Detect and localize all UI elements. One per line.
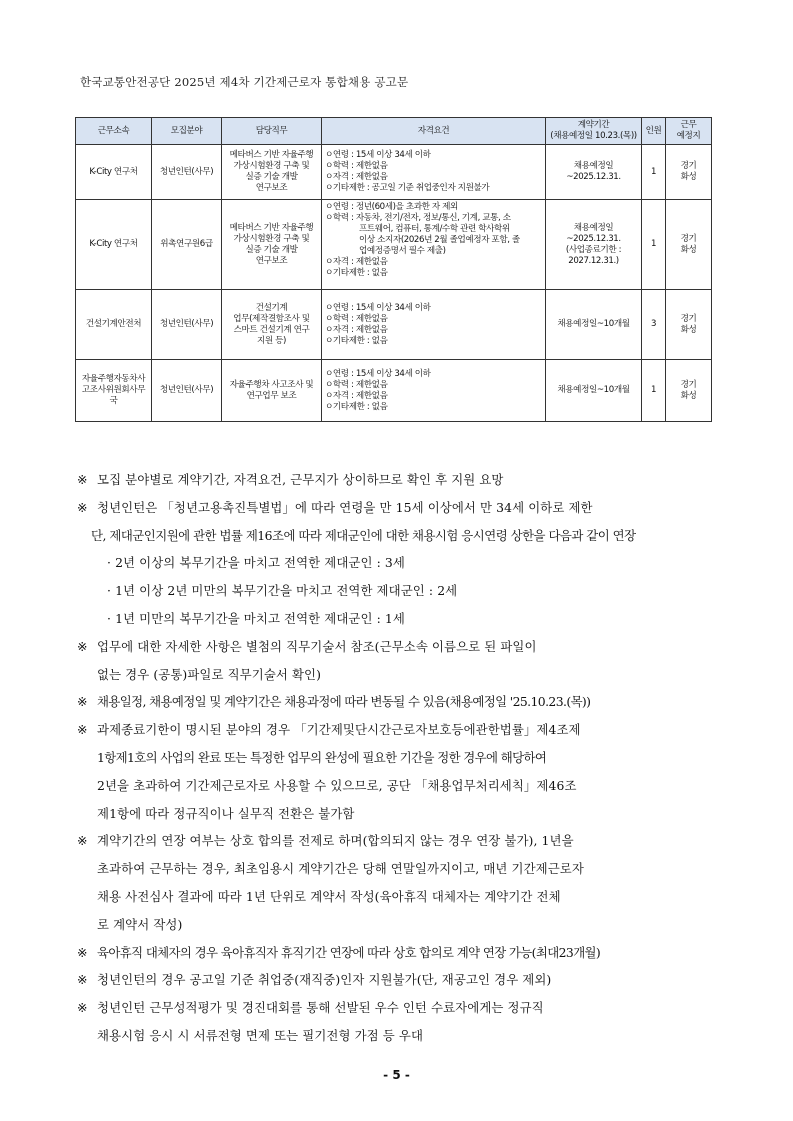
- note-mark: ※: [77, 833, 88, 849]
- cell-count: 1: [642, 145, 666, 200]
- note-line: 육아휴직 대체자의 경우 육아휴직자 휴직기간 연장에 따라 상호 합의로 계약 연장 가능(최대23개월): [97, 944, 601, 960]
- cell-dept: [76, 200, 152, 290]
- qual-line: 업예정증명서 필수 제출): [359, 246, 446, 256]
- note-veteran-sub: · 1년 미만의 복무기간을 마치고 전역한 제대군인 : 1세: [107, 610, 405, 626]
- duty-line: 건설기계: [255, 302, 288, 313]
- location-line: 경기: [680, 161, 697, 171]
- cell-location: [666, 360, 712, 422]
- note-mark: ※: [77, 472, 88, 487]
- note-mark: ※: [77, 1000, 88, 1016]
- cell-contract: [546, 145, 642, 200]
- note-line: 1항제1호의 사업의 완료 또는 특정한 업무의 완성에 필요한 기간을 정한 경우에 해당하여: [97, 749, 547, 765]
- duty-line: 업무(제작결함조사 및: [233, 313, 310, 324]
- note-line: 청년인턴은 「청년고용촉진특별법」에 따라 연령을 만 15세 이상에서 만 34세 이하로 제한: [97, 499, 593, 515]
- note-line: 2년을 초과하여 기간제근로자로 사용할 수 있으므로, 공단 「채용업무처리세칙」제46조: [97, 777, 577, 793]
- cell-duty: [222, 290, 322, 360]
- qual-line: ㅇ학력 : 제한없음: [325, 379, 388, 390]
- dept-line: K-City 연구처: [89, 239, 138, 249]
- note-line: 업무에 대한 자세한 사항은 별첨의 직무기술서 참조(근무소속 이름으로 된 파일이: [97, 638, 537, 654]
- note-mark: ※: [77, 722, 88, 738]
- qual-line: 프트웨어, 컴퓨터, 통계/수학 관련 학사학위: [359, 224, 510, 234]
- note-line: 청년인턴 근무성적평가 및 경진대회를 통해 선발된 우수 인턴 수료자에게는 정규직: [97, 1000, 544, 1016]
- qual-line: ㅇ자격 : 제한없음: [325, 390, 388, 401]
- note-line: 과제종료기한이 명시된 분야의 경우 「기간제및단시간근로자보호등에관한법률」제4조제: [97, 722, 581, 738]
- cell-location: [666, 145, 712, 200]
- note-contract-extension: [77, 827, 717, 938]
- duty-line: 실증 기술 개발: [245, 172, 298, 182]
- note-line: 제1항에 따라 정규직이나 실무직 전환은 불가함: [97, 805, 355, 821]
- location-line: 화성: [680, 390, 697, 401]
- cell-field: 위촉연구원6급: [152, 200, 222, 290]
- contract-line: 채용예정일~2025.12.31.: [566, 222, 621, 244]
- header-contract-line1: 계약기간: [577, 120, 610, 130]
- qual-line: ㅇ연령 : 15세 이상 34세 이하: [325, 368, 431, 379]
- note-text: [97, 716, 717, 827]
- note-text: [97, 827, 717, 938]
- recruitment-table: [75, 117, 712, 422]
- qual-line: ㅇ자격 : 제한없음: [325, 257, 388, 267]
- location-line: 화성: [680, 172, 697, 182]
- location-line: 화성: [680, 244, 697, 255]
- header-location-line2: 예정지: [676, 131, 701, 141]
- qual-line: ㅇ연령 : 15세 이상 34세 이하: [325, 150, 431, 160]
- location-line: 경기: [680, 313, 697, 324]
- contract-line: (사업종료기한 :: [565, 244, 622, 255]
- qual-line: ㅇ연령 : 15세 이상 34세 이하: [325, 302, 431, 313]
- note-line: 청년인턴의 경우 공고일 기준 취업중(재직중)인자 지원불가(단, 재공고인 경우 제외): [97, 972, 552, 988]
- note-mark: ※: [77, 638, 88, 654]
- qual-line: ㅇ자격 : 제한없음: [325, 324, 388, 335]
- note-mark: ※: [77, 499, 88, 515]
- note-text: [97, 939, 717, 967]
- cell-duty: [222, 360, 322, 422]
- cell-duty: [222, 145, 322, 200]
- note-mark: ※: [77, 972, 88, 988]
- document-header: 한국교통안전공단 2025년 제4차 기간제근로자 통합채용 공고문: [80, 75, 409, 89]
- duty-line: 연구보조: [255, 183, 288, 193]
- contract-line: 2027.12.31.): [568, 255, 619, 266]
- table-row: [76, 145, 712, 200]
- location-line: 화성: [680, 324, 697, 335]
- qual-line: ㅇ학력 : 제한없음: [325, 161, 388, 171]
- cell-field: 청년인턴(사무): [152, 290, 222, 360]
- dept-line: K-City 연구처: [89, 166, 138, 177]
- cell-count: 1: [642, 360, 666, 422]
- duty-line: 가상시험환경 구축 및: [233, 161, 310, 171]
- note-line: 채용시험 응시 시 서류전형 면제 또는 필기전형 가점 등 우대: [97, 1027, 424, 1043]
- header-count: 인원: [642, 118, 666, 145]
- header-duty: 담당직무: [222, 118, 322, 145]
- cell-dept: [76, 290, 152, 360]
- notes-section: [77, 466, 717, 1050]
- note-text: [97, 688, 717, 716]
- cell-count: 3: [642, 290, 666, 360]
- cell-dept: [76, 360, 152, 422]
- note-text: [97, 966, 717, 994]
- table-row: [76, 200, 712, 290]
- dept-line: 고조사위원회사무: [81, 385, 146, 395]
- note-mark: ※: [77, 694, 88, 710]
- qual-line: ㅇ자격 : 제한없음: [325, 172, 388, 182]
- duty-line: 지원 등): [257, 335, 286, 346]
- note-contract-variation: [77, 466, 717, 494]
- cell-contract: [546, 290, 642, 360]
- header-location: [666, 118, 712, 145]
- duty-line: 메타버스 기반 자율주행: [229, 222, 314, 233]
- cell-qualification: [322, 290, 546, 360]
- cell-field: 청년인턴(사무): [152, 145, 222, 200]
- header-contract: [546, 118, 642, 145]
- page-number: - 5 -: [383, 1068, 410, 1082]
- note-intern-benefit: [77, 994, 717, 1050]
- location-line: 경기: [680, 233, 697, 244]
- duty-line: 연구보조: [255, 255, 288, 266]
- cell-field: 청년인턴(사무): [152, 360, 222, 422]
- table-row: [76, 360, 712, 422]
- cell-location: [666, 290, 712, 360]
- table-header-row: [76, 118, 712, 145]
- note-line: 초과하여 근무하는 경우, 최초임용시 계약기간은 당해 연말일까지이고, 매년 기간제근로자: [97, 861, 584, 877]
- duty-line: 연구업무 보조: [246, 390, 297, 401]
- qual-line: ㅇ학력 : 자동차, 전기/전자, 정보/통신, 기계, 교통, 소: [325, 213, 511, 223]
- cell-location: [666, 200, 712, 290]
- duty-line: 가상시험환경 구축 및: [233, 233, 310, 244]
- header-field: 모집분야: [152, 118, 222, 145]
- note-parental-leave: [77, 939, 717, 967]
- cell-qualification: [322, 145, 546, 200]
- qual-line: ㅇ학력 : 제한없음: [325, 313, 388, 324]
- cell-duty: [222, 200, 322, 290]
- contract-line: 채용예정일~10개월: [557, 385, 630, 395]
- note-youth-age-limit: [77, 494, 717, 522]
- note-line: 채용일정, 채용예정일 및 계약기간은 채용과정에 따라 변동될 수 있음(채용예정일 '25.10.23.(목)): [97, 694, 591, 710]
- note-youth-employed: [77, 966, 717, 994]
- note-veteran-extension: 단, 제대군인지원에 관한 법률 제16조에 따라 제대군인에 대한 채용시험 응시연령 상한을 다음과 같이 연장: [91, 527, 636, 543]
- header-dept: 근무소속: [76, 118, 152, 145]
- note-schedule-change: [77, 688, 717, 716]
- note-line: 계약기간의 연장 여부는 상호 합의를 전제로 하며(합의되지 않는 경우 연장 불가), 1년을: [97, 833, 574, 849]
- location-line: 경기: [680, 379, 697, 390]
- qual-line: ㅇ기타제한 : 공고일 기준 취업중인자 지원불가: [325, 183, 490, 193]
- dept-line: 자율주행자동차사: [81, 374, 146, 384]
- note-text: [97, 994, 717, 1050]
- note-line: 모집 분야별로 계약기간, 자격요건, 근무지가 상이하므로 확인 후 지원 요망: [97, 472, 504, 487]
- table-row: [76, 290, 712, 360]
- dept-line: 국: [109, 396, 118, 406]
- qual-line: ㅇ연령 : 정년(60세)을 초과한 자 제외: [325, 202, 458, 212]
- qual-line: 이상 소지자(2026년 2월 졸업예정자 포함, 졸: [359, 235, 520, 245]
- duty-line: 실증 기술 개발: [245, 244, 298, 255]
- qual-line: ㅇ기타제한 : 없음: [325, 335, 388, 346]
- note-text: [97, 633, 717, 689]
- cell-contract: [546, 200, 642, 290]
- note-job-description: [77, 633, 717, 689]
- duty-line: 자율주행차 사고조사 및: [229, 379, 314, 390]
- contract-line: 채용예정일~2025.12.31.: [566, 161, 621, 182]
- duty-line: 스마트 건설기계 연구: [233, 324, 310, 335]
- qual-line: ㅇ기타제한 : 없음: [325, 401, 388, 412]
- header-contract-line2: (채용예정일 10.23.(목)): [550, 131, 637, 141]
- duty-line: 메타버스 기반 자율주행: [229, 150, 314, 160]
- cell-count: 1: [642, 200, 666, 290]
- note-text: [97, 466, 717, 494]
- note-project-deadline: [77, 716, 717, 827]
- cell-qualification: [322, 200, 546, 290]
- note-veteran-sub: · 2년 이상의 복무기간을 마치고 전역한 제대군인 : 3세: [107, 555, 405, 571]
- cell-qualification: [322, 360, 546, 422]
- note-line: 없는 경우 (공통)파일로 직무기술서 확인): [97, 666, 322, 682]
- note-text: [97, 494, 717, 522]
- cell-dept: [76, 145, 152, 200]
- dept-line: 건설기계안전처: [85, 319, 142, 329]
- note-mark: ※: [77, 944, 88, 960]
- qual-line: ㅇ기타제한 : 없음: [325, 268, 388, 278]
- note-line: 로 계약서 작성): [97, 916, 183, 932]
- note-line: 채용 사전심사 결과에 따라 1년 단위로 계약서 작성(육아휴직 대체자는 계약기간 전체: [97, 888, 561, 904]
- contract-line: 채용예정일~10개월: [557, 319, 630, 329]
- header-qualification: 자격요건: [322, 118, 546, 145]
- header-location-line1: 근무: [680, 120, 697, 130]
- note-veteran-sub: · 1년 이상 2년 미만의 복무기간을 마치고 전역한 제대군인 : 2세: [107, 583, 458, 599]
- cell-contract: [546, 360, 642, 422]
